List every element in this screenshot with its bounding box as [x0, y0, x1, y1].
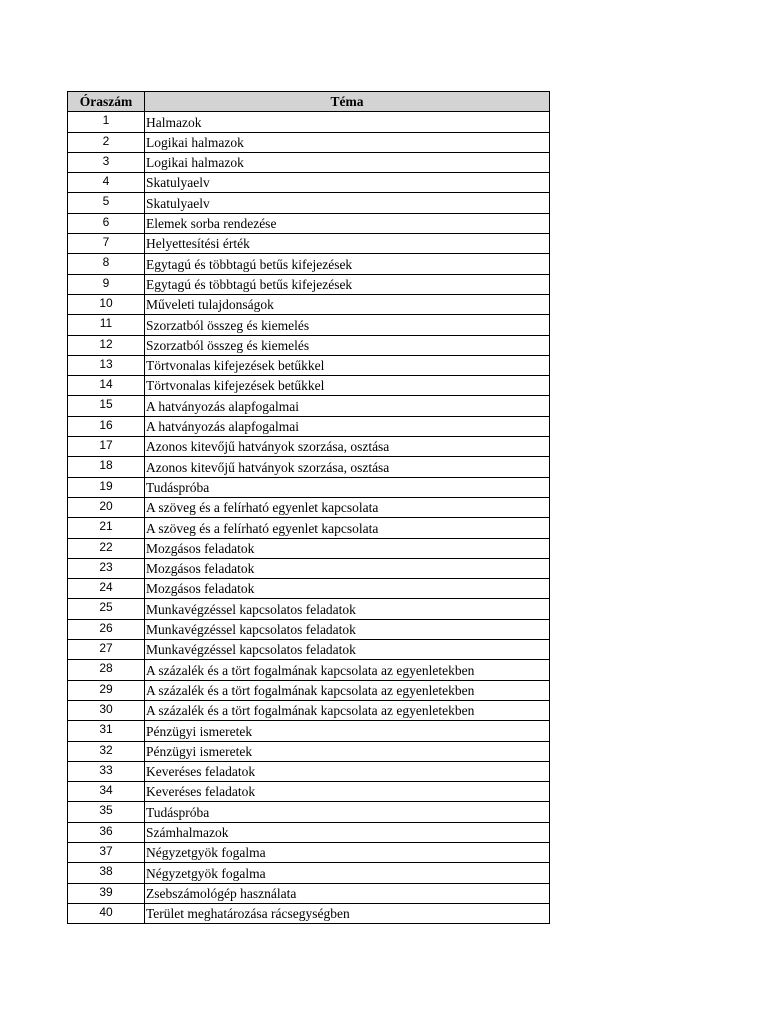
topic-cell: Négyzetgyök fogalma	[145, 842, 550, 862]
table-row	[68, 700, 550, 720]
topic-cell: A hatványozás alapfogalmai	[145, 396, 550, 416]
table-row	[68, 599, 550, 619]
table-row	[68, 538, 550, 558]
hour-cell: 25	[68, 599, 145, 619]
hour-cell: 38	[68, 863, 145, 883]
table-row	[68, 152, 550, 172]
hour-cell: 16	[68, 416, 145, 436]
topic-cell: Logikai halmazok	[145, 132, 550, 152]
hour-cell: 35	[68, 802, 145, 822]
hour-cell: 37	[68, 842, 145, 862]
topic-cell: Szorzatból összeg és kiemelés	[145, 335, 550, 355]
table-row	[68, 518, 550, 538]
table-row	[68, 619, 550, 639]
table-row	[68, 842, 550, 862]
table-row	[68, 173, 550, 193]
topic-cell: Mozgásos feladatok	[145, 558, 550, 578]
topic-cell: A százalék és a tört fogalmának kapcsolata az egyenletekben	[145, 700, 550, 720]
hour-cell: 5	[68, 193, 145, 213]
header-row	[68, 92, 550, 112]
topic-cell: Műveleti tulajdonságok	[145, 294, 550, 314]
hour-cell: 22	[68, 538, 145, 558]
topic-cell: Azonos kitevőjű hatványok szorzása, osztása	[145, 437, 550, 457]
hour-cell: 30	[68, 700, 145, 720]
table-body	[68, 112, 550, 924]
hour-cell: 40	[68, 903, 145, 923]
topic-cell: A százalék és a tört fogalmának kapcsolata az egyenletekben	[145, 660, 550, 680]
table-row	[68, 355, 550, 375]
table-row	[68, 193, 550, 213]
header-topic: Téma	[145, 92, 550, 112]
hour-cell: 32	[68, 741, 145, 761]
table-row	[68, 579, 550, 599]
table-row	[68, 903, 550, 923]
topic-cell: Egytagú és többtagú betűs kifejezések	[145, 274, 550, 294]
topic-cell: Törtvonalas kifejezések betűkkel	[145, 355, 550, 375]
topic-cell: Pénzügyi ismeretek	[145, 741, 550, 761]
hour-cell: 3	[68, 152, 145, 172]
table-row	[68, 761, 550, 781]
table-row	[68, 822, 550, 842]
hour-cell: 26	[68, 619, 145, 639]
hour-cell: 21	[68, 518, 145, 538]
hour-cell: 1	[68, 112, 145, 132]
hour-cell: 9	[68, 274, 145, 294]
lesson-plan-table	[67, 91, 550, 924]
table-row	[68, 741, 550, 761]
topic-cell: A szöveg és a felírható egyenlet kapcsolata	[145, 518, 550, 538]
hour-cell: 7	[68, 234, 145, 254]
topic-cell: Számhalmazok	[145, 822, 550, 842]
topic-cell: Négyzetgyök fogalma	[145, 863, 550, 883]
hour-cell: 18	[68, 457, 145, 477]
table-row	[68, 680, 550, 700]
topic-cell: Törtvonalas kifejezések betűkkel	[145, 376, 550, 396]
hour-cell: 19	[68, 477, 145, 497]
table-row	[68, 274, 550, 294]
table-row	[68, 335, 550, 355]
topic-cell: Zsebszámológép használata	[145, 883, 550, 903]
table-row	[68, 660, 550, 680]
table-row	[68, 883, 550, 903]
hour-cell: 29	[68, 680, 145, 700]
table-row	[68, 112, 550, 132]
topic-cell: Skatulyaelv	[145, 173, 550, 193]
table-row	[68, 437, 550, 457]
topic-cell: Mozgásos feladatok	[145, 579, 550, 599]
table-row	[68, 213, 550, 233]
hour-cell: 15	[68, 396, 145, 416]
table-row	[68, 863, 550, 883]
table-row	[68, 782, 550, 802]
topic-cell: Mozgásos feladatok	[145, 538, 550, 558]
hour-cell: 12	[68, 335, 145, 355]
table-row	[68, 558, 550, 578]
hour-cell: 27	[68, 640, 145, 660]
hour-cell: 11	[68, 315, 145, 335]
table-row	[68, 640, 550, 660]
topic-cell: Munkavégzéssel kapcsolatos feladatok	[145, 599, 550, 619]
hour-cell: 36	[68, 822, 145, 842]
topic-cell: Halmazok	[145, 112, 550, 132]
table-row	[68, 721, 550, 741]
topic-cell: Helyettesítési érték	[145, 234, 550, 254]
hour-cell: 14	[68, 376, 145, 396]
topic-cell: Azonos kitevőjű hatványok szorzása, osztása	[145, 457, 550, 477]
table-header	[68, 92, 550, 112]
hour-cell: 10	[68, 294, 145, 314]
hour-cell: 13	[68, 355, 145, 375]
topic-cell: Keveréses feladatok	[145, 761, 550, 781]
table-row	[68, 376, 550, 396]
hour-cell: 28	[68, 660, 145, 680]
hour-cell: 8	[68, 254, 145, 274]
table-row	[68, 396, 550, 416]
topic-cell: Tudáspróba	[145, 802, 550, 822]
table-row	[68, 457, 550, 477]
table-row	[68, 132, 550, 152]
table-row	[68, 802, 550, 822]
topic-cell: A hatványozás alapfogalmai	[145, 416, 550, 436]
hour-cell: 2	[68, 132, 145, 152]
table-row	[68, 497, 550, 517]
hour-cell: 24	[68, 579, 145, 599]
hour-cell: 31	[68, 721, 145, 741]
table-row	[68, 477, 550, 497]
topic-cell: Keveréses feladatok	[145, 782, 550, 802]
hour-cell: 34	[68, 782, 145, 802]
hour-cell: 4	[68, 173, 145, 193]
hour-cell: 6	[68, 213, 145, 233]
topic-cell: A szöveg és a felírható egyenlet kapcsolata	[145, 497, 550, 517]
topic-cell: Tudáspróba	[145, 477, 550, 497]
hour-cell: 17	[68, 437, 145, 457]
table-row	[68, 254, 550, 274]
topic-cell: Szorzatból összeg és kiemelés	[145, 315, 550, 335]
topic-cell: A százalék és a tört fogalmának kapcsolata az egyenletekben	[145, 680, 550, 700]
table-row	[68, 416, 550, 436]
hour-cell: 39	[68, 883, 145, 903]
topic-cell: Egytagú és többtagú betűs kifejezések	[145, 254, 550, 274]
topic-cell: Elemek sorba rendezése	[145, 213, 550, 233]
topic-cell: Munkavégzéssel kapcsolatos feladatok	[145, 619, 550, 639]
topic-cell: Terület meghatározása rácsegységben	[145, 903, 550, 923]
header-hour: Óraszám	[68, 92, 145, 112]
table-row	[68, 315, 550, 335]
hour-cell: 33	[68, 761, 145, 781]
hour-cell: 23	[68, 558, 145, 578]
table-row	[68, 294, 550, 314]
topic-cell: Pénzügyi ismeretek	[145, 721, 550, 741]
topic-cell: Skatulyaelv	[145, 193, 550, 213]
hour-cell: 20	[68, 497, 145, 517]
table-row	[68, 234, 550, 254]
topic-cell: Munkavégzéssel kapcsolatos feladatok	[145, 640, 550, 660]
topic-cell: Logikai halmazok	[145, 152, 550, 172]
